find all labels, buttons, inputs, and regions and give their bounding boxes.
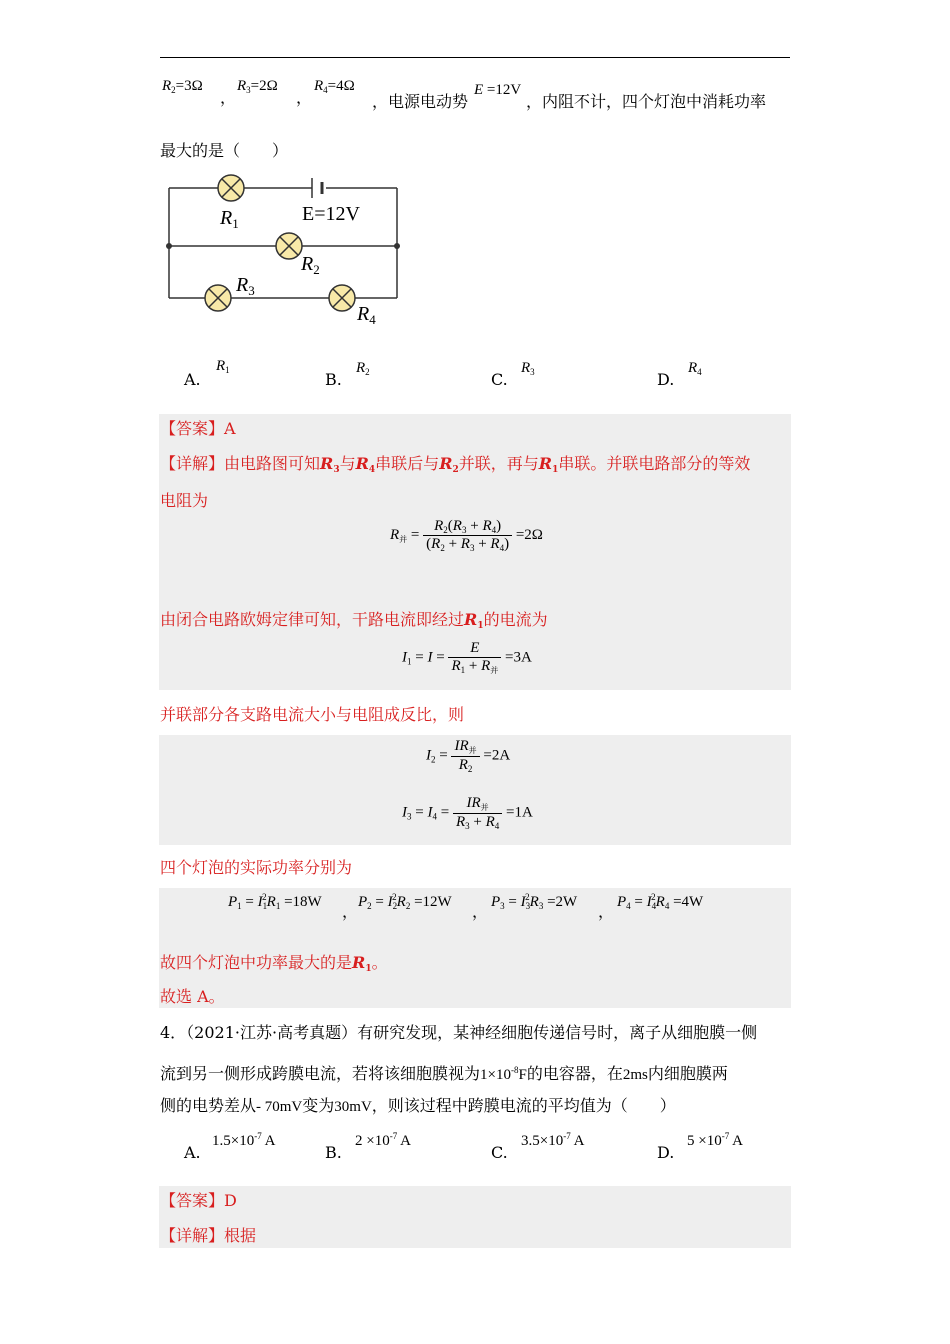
q4-option-a[interactable]: A. [184, 1143, 201, 1162]
q4-option-d-value: $5 \times 10^{-7}$ A [687, 1131, 743, 1149]
question-ending: 最大的是（ ） [160, 141, 289, 160]
q4-option-b[interactable]: B. [325, 1143, 342, 1162]
q4-detail-line: 【详解】根据 [160, 1226, 257, 1245]
given-r2: $R_2=3\Omega$ [162, 78, 203, 95]
formula-p3: $P_3 = I_3^2R_3 =2W$ [491, 892, 578, 911]
formula-p2: $P_2 = I_2^2R_2 =12W$ [358, 892, 452, 911]
formula-p4: $P_4 = I_4^2R_4 =4W$ [617, 892, 704, 911]
option-d-value: $R_4$ [688, 360, 702, 377]
choose-line: 故选 A。 [160, 987, 225, 1006]
circuit-diagram [160, 170, 410, 330]
lamp-r1-icon [218, 175, 244, 201]
given-text: ，电源电动势 [372, 92, 469, 111]
option-c[interactable]: C. [491, 370, 508, 389]
formula-i34: $I_3 = I_4$ = $\frac{IR_并}{R_3 + R_4}$ =1A [402, 795, 533, 831]
q4-option-c-value: $3.5\times 10^{-7}$ A [521, 1131, 585, 1149]
given-emf: E =12V [474, 82, 522, 98]
q4-answer-line: 【答案】D [160, 1191, 237, 1210]
lamp-r2-icon [276, 233, 302, 259]
q4-option-a-value: $1.5\times 10^{-7}$ A [212, 1131, 276, 1149]
battery-symbol [312, 178, 322, 198]
formula-r-parallel: $R_并$ = $\frac{R_2(R_3 + R_4)}{(R_2 + R_3 + R_4)}$ =2Ω [390, 518, 543, 553]
label-emf: E=12V [302, 203, 360, 225]
q4-stem-line-1: 4．（2021·江苏·高考真题）有研究发现，某神经细胞传递信号时，离子从细胞膜一侧 [160, 1023, 758, 1042]
option-c-value: $R_3$ [521, 360, 535, 377]
option-a[interactable]: A. [184, 370, 201, 389]
given-r3: $R_3=2\Omega$ [237, 78, 278, 95]
ohm-line: 由闭合电路欧姆定律可知，干路电流即经过$R_1$的电流为 [160, 610, 548, 631]
given-r4: $R_4=4\Omega$ [314, 78, 355, 95]
detail-line-1: 【详解】由电路图可知$R_3$与$R_4$串联后与$R_2$并联，再与$R_1$串联。并联电路部分的等效 [160, 454, 751, 475]
answer-line: 【答案】A [160, 419, 236, 438]
formula-p1: $P_1 = I_1^2R_1 =18W$ [228, 892, 322, 911]
q4-option-b-value: $2 \times 10^{-7}$ A [355, 1131, 411, 1149]
detail-line-2: 电阻为 [160, 491, 209, 510]
q4-stem-line-2: 流到另一侧形成跨膜电流，若将该细胞膜视为$1\times 10^{-8}F$的电容器，在2ms内细胞膜两 [160, 1064, 728, 1083]
option-a-value: $R_1$ [216, 358, 230, 375]
formula-i1: $I_1 = I$ = $\frac{E}{R_1 + R_并}$ =3A [402, 640, 532, 675]
header-rule [160, 57, 790, 58]
label-r1: $R_1$ [220, 207, 239, 231]
power-line: 四个灯泡的实际功率分别为 [160, 858, 353, 877]
q4-option-d[interactable]: D. [657, 1143, 675, 1162]
q4-option-c[interactable]: C. [491, 1143, 508, 1162]
option-b-value: $R_2$ [356, 360, 370, 377]
lamp-r3-icon [205, 285, 231, 311]
lamp-r4-icon [329, 285, 355, 311]
label-r4: $R_4$ [357, 303, 376, 327]
conclusion-line: 故四个灯泡中功率最大的是$R_1$。 [160, 953, 388, 974]
label-r2: $R_2$ [301, 253, 320, 277]
q4-stem-line-3: 侧的电势差从- 70mV变为30mV，则该过程中跨膜电流的平均值为（ ） [160, 1096, 676, 1115]
option-d[interactable]: D. [657, 370, 675, 389]
document-page: $R_2=3\Omega$ ， $R_3=2\Omega$ ， $R_4=4\Omega$ ，电源电动势 E =12V ，内阻不计，四个灯泡中消耗功率 最大的是（ ） $R_1$ E=12V $R_2$ $R_3$ $R_4$ A. $R_1$ B. $R_2$ C. $R_3$ D. $R_4$ 【答案】A 【详解】由电路图可知$R_3$与$R_4$串联后与$R_2$并联，再与$R_1$串联。并联电路部分的等效 电阻为 $R_并$ = $\frac{R_2(R_3 + R_4)}{(R_2 + R_3 + R_4)}$ =2Ω 由闭合电路欧姆定律可知，干路电流即经过$R_1$的电流为 $I_1 = I$ = $\frac{E}{R_1 + R_并}$ =3A 并联部分各支路电流大小与电阻成反比，则 $I_2$ = $\frac{IR_并}{R_2}$ =2A $I_3 = I_4$ = $\frac{IR_并}{R_3 + R_4}$ =1A 四个灯泡的实际功率分别为 $P_1 = I_1^2R_1 =18W$ ， $P_2 = I_2^2R_2 =12W$ ， $P_3 = I_3^2R_3 =2W$ ， $P_4 = I_4^2R_4 =4W$ 故四个灯泡中功率最大的是$R_1$。 故选 A。 4．（2021·江苏·高考真题）有研究发现，某神经细胞传递信号时，离子从细胞膜一侧 流到另一侧形成跨膜电流，若将该细胞膜视为$1\times 10^{-8}F$的电容器，在2ms内细胞膜两 侧的电势差从- 70mV变为30mV，则该过程中跨膜电流的平均值为（ ） A. $1.5\times 10^{-7}$ A B. $2 \times 10^{-7}$ A C. $3.5\times 10^{-7}$ A D. $5 \times 10^{-7}$ A 【答案】D 【详解】根据 [0, 0, 950, 1344]
option-b[interactable]: B. [325, 370, 342, 389]
formula-i2: $I_2$ = $\frac{IR_并}{R_2}$ =2A [426, 738, 511, 774]
given-text-2: ，内阻不计，四个灯泡中消耗功率 [526, 92, 767, 111]
parallel-line: 并联部分各支路电流大小与电阻成反比，则 [160, 705, 465, 724]
label-r3: $R_3$ [236, 274, 255, 298]
